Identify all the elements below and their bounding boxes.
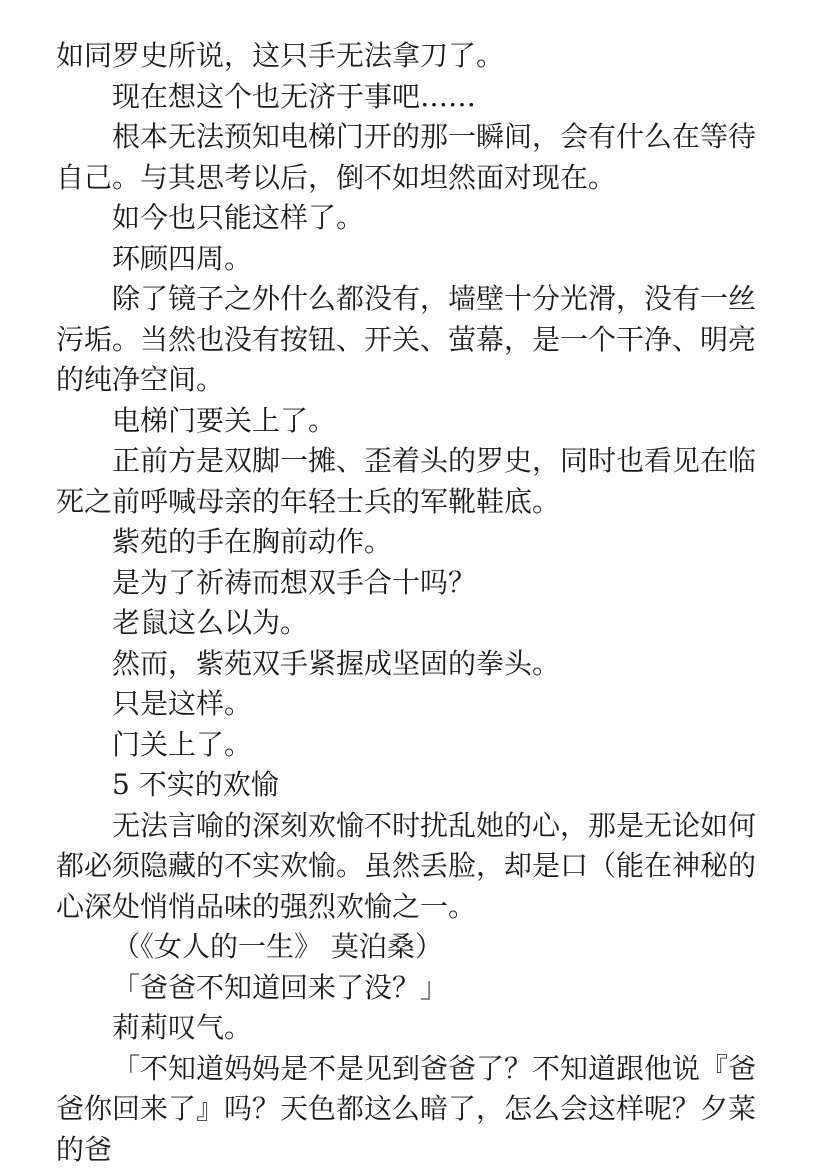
paragraph: 「不知道妈妈是不是见到爸爸了？不知道跟他说『爸爸你回来了』吗？天色都这么暗了，怎么会这样呢？夕菜的爸 (56, 1049, 756, 1170)
epigraph-source: （《女人的一生》 莫泊桑） (56, 927, 756, 968)
document-page (56, 36, 756, 1170)
paragraph: 老鼠这么以为。 (56, 603, 756, 644)
paragraph: 紫苑的手在胸前动作。 (56, 522, 756, 563)
epigraph-quote: 无法言喻的深刻欢愉不时扰乱她的心，那是无论如何都必须隐藏的不实欢愉。虽然丢脸，却是口（能在神秘的心深处悄悄品味的强烈欢愉之一。 (56, 806, 756, 928)
paragraph: 现在想这个也无济于事吧…… (56, 77, 756, 118)
paragraph: 环顾四周。 (56, 239, 756, 280)
paragraph: 门关上了。 (56, 725, 756, 766)
paragraph: 除了镜子之外什么都没有，墙壁十分光滑，没有一丝污垢。当然也没有按钮、开关、萤幕，是一个干净、明亮的纯净空间。 (56, 279, 756, 401)
section-heading: 5 不实的欢愉 (56, 765, 756, 806)
paragraph: 根本无法预知电梯门开的那一瞬间，会有什么在等待自己。与其思考以后，倒不如坦然面对现在。 (56, 117, 756, 198)
paragraph: 「爸爸不知道回来了没？」 (56, 968, 756, 1009)
paragraph: 然而，紫苑双手紧握成坚固的拳头。 (56, 644, 756, 685)
paragraph: 如同罗史所说，这只手无法拿刀了。 (56, 36, 756, 77)
paragraph: 是为了祈祷而想双手合十吗？ (56, 563, 756, 604)
paragraph: 电梯门要关上了。 (56, 401, 756, 442)
paragraph: 莉莉叹气。 (56, 1008, 756, 1049)
paragraph: 正前方是双脚一摊、歪着头的罗史，同时也看见在临死之前呼喊母亲的年轻士兵的军靴鞋底。 (56, 441, 756, 522)
paragraph: 如今也只能这样了。 (56, 198, 756, 239)
paragraph: 只是这样。 (56, 684, 756, 725)
